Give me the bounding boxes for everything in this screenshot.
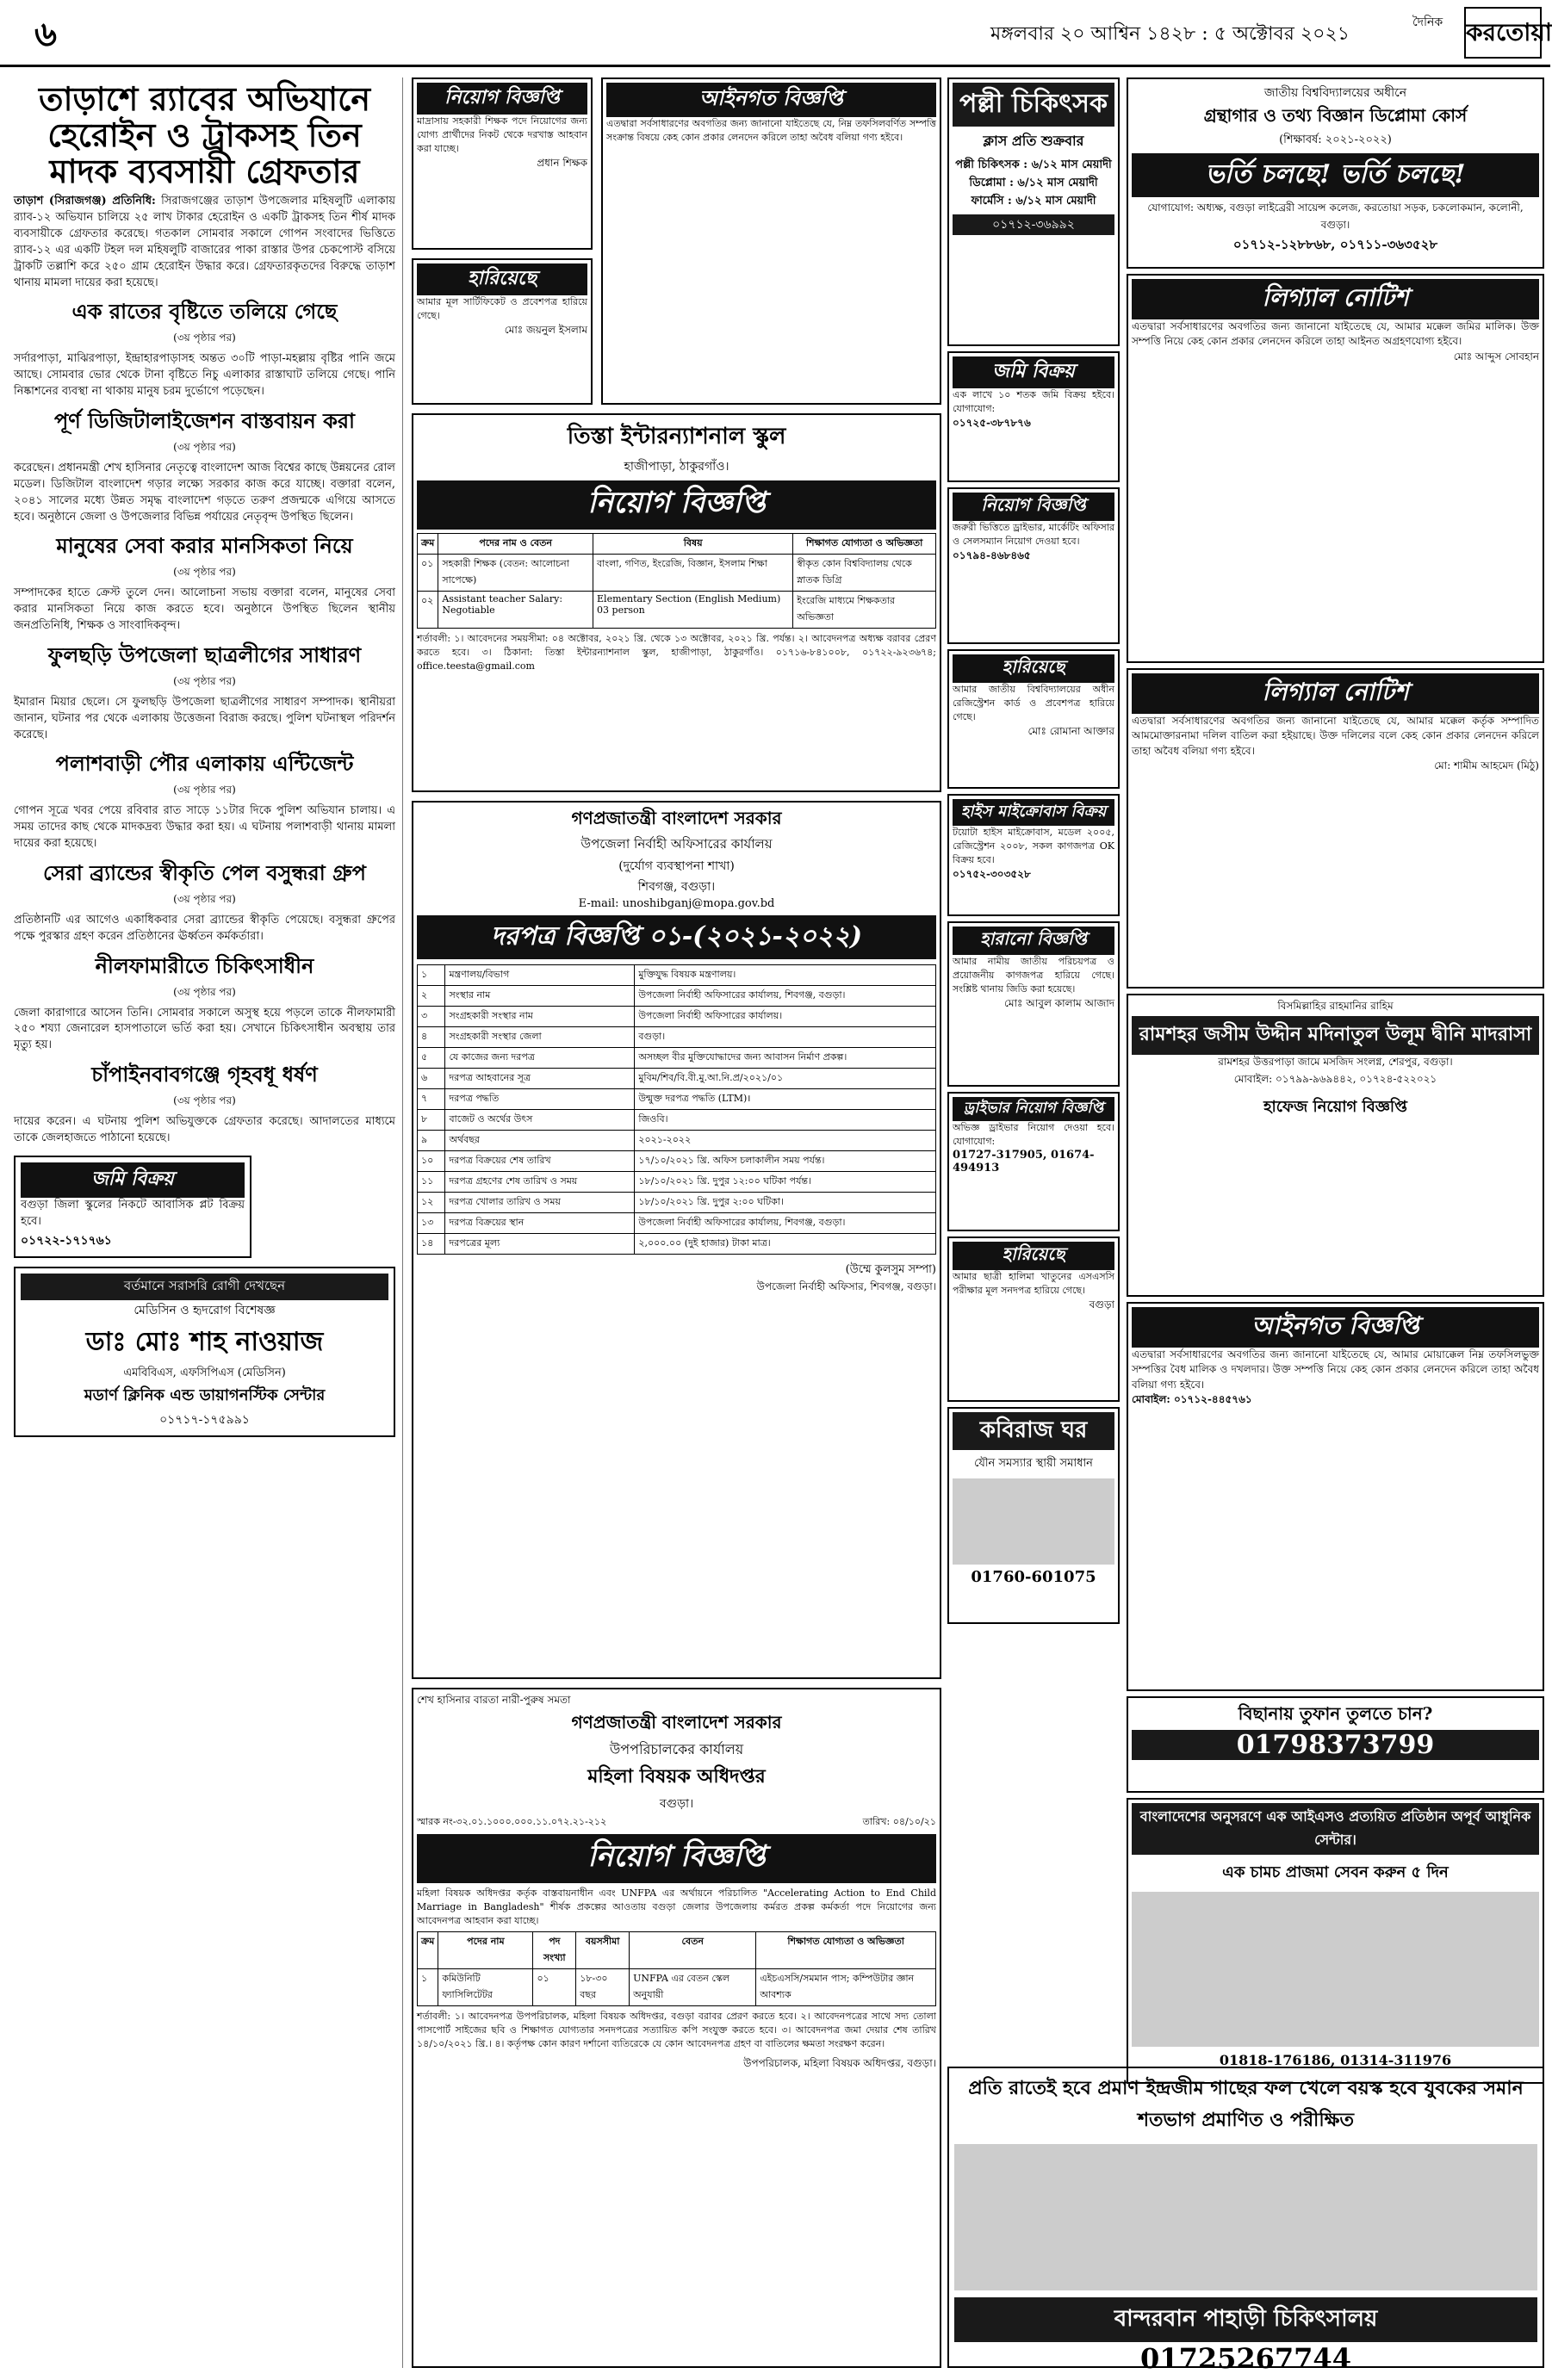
table-cell: অসচ্ছল বীর মুক্তিযোদ্ধাদের জন্য আবাসন নির্মাণ প্রকল্প। [635,1048,936,1069]
story-continued: (৩য় পৃষ্ঠার পর) [173,1094,236,1107]
gov2-banner: নিয়োগ বিজ্ঞপ্তি [417,1834,936,1883]
ad-driver [947,1092,1120,1231]
ad-sign: মোঃ আবুল কালাম আজাদ [1004,996,1114,1009]
doctor-top: বর্তমানে সরাসরি রোগী দেখছেন [21,1274,388,1300]
table-cell: মুক্তিযুদ্ধ বিষয়ক মন্ত্রণালয়। [635,965,936,986]
small-ads-column [947,77,1120,1800]
ad-title: হারিয়েছে [953,1242,1114,1270]
gov2-table [417,1931,936,2006]
table-cell: ৭ [418,1089,445,1110]
ad-title: কবিরাজ ঘর [953,1412,1114,1450]
ad-body: অভিজ্ঞ ড্রাইভার নিয়োগ দেওয়া হবে। যোগাযোগ: [953,1122,1114,1147]
table-header: ক্রম [418,1931,438,1968]
recruit-table [417,533,936,629]
doctor-phone: ০১৭১৭-১৭৫৯৯১ [159,1412,250,1427]
table-cell: উপজেলা নির্বাহী অফিসারের কার্যালয়, শিবগঞ্জ, বগুড়া। [635,986,936,1007]
table-cell: ৫ [418,1048,445,1069]
table-row [418,555,936,592]
gov2-notes: শর্তাবলী: ১। আবেদনপত্র উপপরিচালক, মহিলা বিষয়ক অধিদপ্তর, বগুড়া বরাবর প্রেরণ করতে হবে। ২। আবেদনপত্রের সাথে সদ্য তোলা পাসপোর্ট সাইজের ছবি ও শিক্ষাগত যোগ্যতার সনদপত্রের সত্যায়িত কপি সংযুক্ত করতে হবে। ৩। আবেদনপত্র জমা দেয়ার শেষ তারিখ ১৪/১০/২০২১ খ্রি.। ৪। কর্তৃপক্ষ কোন কারণ দর্শানো ব্যতিরেকে যে কোন আবেদনপত্র গ্রহণ বা বাতিলের ক্ষমতা সংরক্ষণ করেন। [417,2010,936,2049]
story-headline: নীলফামারীতে চিকিৎসাধীন [95,952,314,978]
school-address: হাজীপাড়া, ঠাকুরগাঁও। [624,460,729,474]
ad-line1: পল্লী চিকিৎসক : ৬/১২ মাস মেয়াদী [955,158,1112,171]
ad-sign: মোঃ জয়নুল ইসলাম [504,323,587,336]
ad-land-sale-2 [14,1156,251,1258]
story-headline: এক রাতের বৃষ্টিতে তলিয়ে গেছে [71,299,338,325]
madrasa-phone: মোবাইল: ০১৭৯৯-৯৬৯৪৪২, ০১৭২৪-৫২২০২১ [1233,1073,1437,1085]
ad-diploma [1127,77,1544,269]
table-cell: ৯ [418,1131,445,1151]
ad-title: আইনগত বিজ্ঞপ্তি [606,83,936,117]
table-cell: দরপত্র আহবানের সূত্র [445,1069,635,1089]
table-cell: ২০২১-২০২২ [635,1131,936,1151]
table-row [418,1027,936,1048]
story-continued: (৩য় পৃষ্ঠার পর) [173,332,236,344]
gov-place: শিবগঞ্জ, বগুড়া। [637,880,716,894]
story-headline: চাঁপাইনবাবগঞ্জে গৃহবধূ ধর্ষণ [91,1062,318,1088]
table-cell: ১ [418,965,445,986]
story [14,296,395,400]
recruit-banner: নিয়োগ বিজ্ঞপ্তি [417,480,936,530]
table-cell: মন্ত্রণালয়/বিভাগ [445,965,635,986]
story-body: দায়ের করেন। এ ঘটনায় পুলিশ অভিযুক্তকে গ্রেফতার করেছে। আদালতের মাধ্যমে তাকে জেলহাজতে পাঠানো হয়েছে। [14,1115,395,1145]
madrasa-title: রামশহর জসীম উদ্দীন মদিনাতুল উলূম দ্বীনি মাদরাসা [1132,1016,1539,1055]
ad-sign: বগুড়া [1089,1298,1114,1311]
ad-title: পল্লী চিকিৎসক [953,83,1114,127]
ad-teesta-school [412,413,941,792]
madrasa-addr: রামশহর উত্তরপাড়া জামে মসজিদ সংলগ্ন, শেরপুর, বগুড়া। [1218,1056,1453,1068]
ad-title: জমি বিক্রয় [21,1162,245,1198]
table-row [418,1234,936,1255]
ad-body: জরুরী ভিত্তিতে ড্রাইভার, মার্কেটিং অফিসার ও সেলসম্যান নিয়োগ দেওয়া হবে। [953,522,1114,547]
table-cell: বাংলা, গণিত, ইংরেজি, বিজ্ঞান, ইসলাম শিক্ষা [593,555,793,592]
table-header: বিষয় [593,534,793,555]
table-cell: দরপত্র গ্রহণের শেষ তারিখ ও সময় [445,1172,635,1193]
ad-legal-3 [1127,668,1544,989]
ad-doctor [14,1267,395,1437]
story-headline: পলাশবাড়ী পৌর এলাকায় এন্টিজেন্ট [55,751,354,777]
table-header: বয়সসীমা [576,1931,630,1968]
story-headline: পূর্ণ ডিজিটালাইজেশন বাস্তবায়ন করা [53,407,356,433]
table-header: পদের নাম [438,1931,533,1968]
ad-gov-tender [412,801,941,1679]
story-body: প্রতিষ্ঠানটি এর আগেও একাধিকবার সেরা ব্র্যান্ডের স্বীকৃতি পেয়েছে। বসুন্ধরা গ্রুপের পক্ষে পুরস্কার গ্রহণ করেন প্রতিষ্ঠানের ঊর্ধ্বতন কর্মকর্তারা। [14,913,395,943]
story-continued: (৩য় পৃষ্ঠার পর) [173,985,236,998]
table-cell: উন্মুক্ত দরপত্র পদ্ধতি (LTM)। [635,1089,936,1110]
story-continued: (৩য় পৃষ্ঠার পর) [173,674,236,687]
ad-title: নিয়োগ বিজ্ঞপ্তি [417,83,587,115]
table-header: শিক্ষাগত যোগ্যতা ও অভিজ্ঞতা [756,1931,936,1968]
story-body: সম্পাদকের হাতে ক্রেস্ট তুলে দেন। আলোচনা সভায় বক্তারা বলেন, মানুষের সেবা করার মানসিকতা নিয়ে কাজ করতে হবে। অনুষ্ঠানে উপস্থিত ছিলেন স্থানীয় জনপ্রতিনিধি, শিক্ষক ও সাংবাদিকবৃন্দ। [14,586,395,633]
table-cell: ১৪ [418,1234,445,1255]
product-image [1132,1892,1539,2047]
tender-sign-role: উপজেলা নির্বাহী অফিসার, শিবগঞ্জ, বগুড়া। [756,1280,936,1292]
table-row [418,1110,936,1131]
ad-sign: মো: শামীম আহমেদ (মিঠু) [1434,759,1539,772]
table-cell: ১৮-৩০ বছর [576,1968,630,2005]
table-cell: সংগ্রহকারী সংস্থার নাম [445,1007,635,1027]
ad-title: ড্রাইভার নিয়োগ বিজ্ঞপ্তি [953,1097,1114,1121]
diploma-session: (শিক্ষাবর্ষ: ২০২১-২০২২) [1279,133,1392,146]
ad-lost-1 [412,258,593,405]
table-row [418,1089,936,1110]
recruit-notes: শর্তাবলী: ১। আবেদনের সময়সীমা: ০৪ অক্টোবর, ২০২১ খ্রি. থেকে ১৩ অক্টোবর, ২০২১ খ্রি. পর্যন্ত। ২। আবেদনপত্র অধ্যক্ষ বরাবর প্রেরণ করতে হবে। ৩। ঠিকানা: তিস্তা ইন্টারন্যাশনাল স্কুল, হাজীপাড়া, ঠাকুরগাঁও। ০১৭১৬-৮৪১০০৮, ০১৭২২-৯২৩৬৭৪; office.teesta@gmail.com [417,633,936,672]
product-image [953,1478,1114,1565]
table-cell: বগুড়া। [635,1027,936,1048]
story [14,406,395,525]
gov2-place: বগুড়া। [659,1797,694,1811]
ad-body: টয়োটা হাইস মাইক্রোবাস, মডেল ২০০৫, রেজিস্ট্রেশন ২০০৮, সকল কাগজপত্র OK বিক্রয় হবে। [953,827,1114,865]
diploma-line1: জাতীয় বিশ্ববিদ্যালয়ের অধীনে [1263,86,1407,100]
ad-body: আমার জাতীয় বিশ্ববিদ্যালয়ের অধীন রেজিস্ট্রেশন কার্ড ও প্রবেশপত্র হারিয়ে গেছে। [953,684,1114,722]
story-continued: (৩য় পৃষ্ঠার পর) [173,566,236,579]
table-cell: দরপত্র খোলার তারিখ ও সময় [445,1193,635,1213]
ad-title: জমি বিক্রয় [953,356,1114,388]
story [14,748,395,852]
ad-legal-4 [1127,1302,1544,1691]
table-cell: ১৮/১০/২০২১ খ্রি. দুপুর ২:০০ ঘটিকা। [635,1193,936,1213]
story-headline: সেরা ব্র্যান্ডের স্বীকৃতি পেল বসুন্ধরা গ্রুপ [43,859,366,885]
table-cell: বাজেট ও অর্থের উৎস [445,1110,635,1131]
table-row [418,1131,936,1151]
table-cell: মুবিম/শিব/বি.বী.মু.আ.নি.প্র/২০২১/০১ [635,1069,936,1089]
table-cell: উপজেলা নির্বাহী অফিসারের কার্যালয়। [635,1007,936,1027]
ad-title: প্রতি রাতেই হবে প্রমাণ ইন্দ্রজীম গাছের ফল খেলে বয়স্ক হবে যুবকের সমান শতভাগ প্রমাণিত ও পরীক্ষিত [968,2077,1524,2131]
table-row [418,965,936,986]
gov-title: গণপ্রজাতন্ত্রী বাংলাদেশ সরকার [571,808,782,828]
news-column [7,77,403,2368]
madrasa-sub: হাফেজ নিয়োগ বিজ্ঞপ্তি [1263,1098,1407,1116]
ad-phone: 01725267744 [1140,2342,1351,2375]
lead-body: সিরাজগঞ্জের তাড়াশ উপজেলার মহিষলুটি এলাকায় র‍্যাব-১২ অভিযান চালিয়ে ২৫ লাখ টাকার হেরোইন ও একটি ট্রাকসহ তিন শীর্ষ মাদক ব্যবসায়ীকে গ্রেফতার করেছে। গতকাল সোমবার সকালে গোপন সংবাদের ভিত্তিতে র‍্যাব-১২ এর একটি টহল দল মহিষলুটি বাজারের পাকা রাস্তার উপর চেকপোস্ট বসিয়ে ট্রাকটি তল্লাশি করে ২৫০ গ্রাম হেরোইন উদ্ধার করে। গ্রেফতারকৃতদের বিরুদ্ধে তাড়াশ থানায় মামলা দায়ের করা হয়েছে। [14,195,395,289]
table-cell: জিওবি। [635,1110,936,1131]
ad-line3: ফার্মেসি : ৬/১২ মাস মেয়াদী [971,195,1096,208]
table-cell: ১৮/১০/২০২১ খ্রি. দুপুর ১২:০০ ঘটিকা পর্যন্ত। [635,1172,936,1193]
table-row [418,1193,936,1213]
table-cell: ৬ [418,1069,445,1089]
table-row [418,1151,936,1172]
ad-land-sale-1 [947,351,1120,482]
ad-title: লিগ্যাল নোটিশ [1132,279,1539,319]
ad-phone: মোবাইল: ০১৭১২-৪৪৫৭৬১ [1132,1393,1252,1406]
table-cell: ০১ [533,1968,576,2005]
ad-gov-women [412,1688,941,2368]
table-cell: ১২ [418,1193,445,1213]
table-row [418,1069,936,1089]
ad-body: মাদ্রাসায় সহকারী শিক্ষক পদে নিয়োগের জন্য যোগ্য প্রার্থীদের নিকট থেকে দরখাস্ত আহবান করা যাচ্ছে। [417,115,587,154]
story [14,1059,395,1147]
ad-title: লিগ্যাল নোটিশ [1132,673,1539,714]
tender-table [417,964,936,1255]
story [14,858,395,945]
table-cell: ০১ [418,555,438,592]
ad-phone: ০১৭১২-৩৬৯৯২ [953,214,1114,235]
table-cell: উপজেলা নির্বাহী অফিসারের কার্যালয়, শিবগঞ্জ, বগুড়া। [635,1213,936,1234]
ad-sub: এক চামচ প্রাজমা সেবন করুন ৫ দিন [1222,1863,1449,1881]
table-cell: ১০ [418,1151,445,1172]
table-row [418,986,936,1007]
story-body: করেছেন। প্রধানমন্ত্রী শেখ হাসিনার নেতৃত্বে বাংলাদেশ আজ বিশ্বের কাছে উন্নয়নের রোল মডেল। ডিজিটাল বাংলাদেশ গড়ার লক্ষ্যে সরকার কাজ করে যাচ্ছে। বক্তারা বলেন, ২০৪১ সালের মধ্যে উন্নত সমৃদ্ধ বাংলাদেশ গড়তে তরুণ প্রজন্মকে এগিয়ে আসতে হবে। অনুষ্ঠানে জেলা ও উপজেলার বিভিন্ন পর্যায়ের নেতৃবৃন্দ উপস্থিত ছিলেন। [14,461,395,524]
ad-sign: প্রধান শিক্ষক [537,156,587,169]
doctor-clinic: মডার্ণ ক্লিনিক এন্ড ডায়াগনস্টিক সেন্টার [84,1385,326,1404]
table-row [418,1172,936,1193]
table-cell: সংগ্রহকারী সংস্থার জেলা [445,1027,635,1048]
ad-body: বগুড়া জিলা স্কুলের নিকটে আবাসিক প্লট বিক্রয় হবে। [21,1198,245,1228]
table-header: শিক্ষাগত যোগ্যতা ও অভিজ্ঞতা [793,534,936,555]
table-cell: অর্থবছর [445,1131,635,1151]
ad-phone: ০১৭২২-১৭১৭৬১ [21,1233,112,1248]
story-continued: (৩য় পৃষ্ঠার পর) [173,784,236,796]
table-cell: ইংরেজি মাধ্যমে শিক্ষকতার অভিজ্ঞতা [793,592,936,629]
ad-line: যৌন সমস্যার স্থায়ী সমাধান [974,1457,1093,1470]
gov-email: E-mail: unoshibganj@mopa.gov.bd [578,897,775,910]
story-body: গোপন সূত্রে খবর পেয়ে রবিবার রাত সাড়ে ১১টার দিকে পুলিশ অভিযান চালায়। এ সময় তাদের কাছ থেকে মাদকদ্রব্য উদ্ধার করা হয়। এ ঘটনায় পলাশবাড়ী থানায় মামলা দায়ের করা হয়েছে। [14,804,395,851]
story [14,640,395,744]
table-row [418,592,936,629]
story [14,951,395,1055]
ad-phone: ০১৭৫২-৩০৩৫২৮ [953,867,1031,880]
ad-badge: ক্লাস প্রতি শুক্রবার [983,133,1084,149]
tender-sign: (উম্মে কুলসুম সম্পা) [845,1263,936,1276]
table-cell: ১৩ [418,1213,445,1234]
ad-body: আমার নামীয় জাতীয় পরিচয়পত্র ও প্রয়োজনীয় কাগজপত্র হারিয়ে গেছে। সংশ্লিষ্ট থানায় জিডি করা হয়েছে। [953,956,1114,995]
ad-lost-2 [947,649,1120,789]
ad-body: এতদ্বারা সর্বসাধারণের অবগতির জন্য জানানো যাইতেছে যে, আমার মক্কেল জমির মালিক। উক্ত সম্পত্তি নিয়ে কেহ কোন প্রকার লেনদেন করিলে তাহা আইনত অগ্রহণযোগ্য হইবে। [1132,320,1539,348]
middle-column [412,77,941,2368]
table-cell: ২,০০০.০০ (দুই হাজার) টাকা মাত্র। [635,1234,936,1255]
ad-line2: ডিপ্লোমা : ৬/১২ মাস মেয়াদী [969,177,1098,189]
ad-phone: 01727-317905, 01674-494913 [953,1148,1095,1175]
gov2-date: তারিখ: ০৪/১০/২১ [862,1816,936,1827]
date-line: মঙ্গলবার ২০ আশ্বিন ১৪২৮ : ৫ অক্টোবর ২০২১ [990,23,1350,45]
diploma-contact: যোগাযোগ: অধ্যক্ষ, বগুড়া লাইব্রেরী সায়েন্স কলেজ, করতোয়া সড়ক, চকলোকমান, কলোনী, বগুড়া। [1147,201,1524,231]
ad-title: আইনগত বিজ্ঞপ্তি [1132,1307,1539,1348]
gov2-title: গণপ্রজাতন্ত্রী বাংলাদেশ সরকার [571,1712,782,1732]
table-cell: ৪ [418,1027,445,1048]
table-header: ক্রম [418,534,438,555]
gov2-sign: উপপরিচালক, মহিলা বিষয়ক অধিদপ্তর, বগুড়া। [743,2056,936,2069]
table-cell: ৩ [418,1007,445,1027]
story-headline: মানুষের সেবা করার মানসিকতা নিয়ে [56,533,353,559]
tender-banner: দরপত্র বিজ্ঞপ্তি ০১-(২০২১-২০২২) [417,915,936,959]
doctor-degree: এমবিবিএস, এফসিপিএস (মেডিসিন) [123,1366,286,1379]
gov2-ref: স্মারক নং-৩২.০১.১০০০.০০০.১১.০৭২.২১-২১২ [417,1816,607,1827]
table-row [418,1968,936,2005]
story [14,530,395,635]
table-header: বেতন [630,1931,756,1968]
table-cell: দরপত্র বিক্রয়ের শেষ তারিখ [445,1151,635,1172]
table-cell: সহকারী শিক্ষক (বেতন: আলোচনা সাপেক্ষে) [438,555,593,592]
lead-headline: তাড়াশে র‍্যাবের অভিযানে হেরোইন ও ট্রাকসহ তিন মাদক ব্যবসায়ী গ্রেফতার [38,79,371,190]
table-header: পদ সংখ্যা [533,1931,576,1968]
ad-body: এতদ্বারা সর্বসাধারণের অবগতির জন্য জানানো যাইতেছে যে, আমার মোয়াক্কেল নিম্ন তফসিলভুক্ত সম্পত্তির বৈধ মালিক ও দখলদার। উক্ত সম্পত্তি নিয়ে কেহ কোন প্রকার লেনদেন করিলে তাহা অবৈধ বলিয়া গণ্য হইবে। [1132,1348,1539,1391]
ad-body: আমার ছাত্রী হালিমা খাতুনের এসএসসি পরীক্ষার মূল সনদপত্র হারিয়ে গেছে। [953,1271,1114,1296]
ad-palli-chikitsok [947,77,1120,346]
gov-sub2: (দুর্যোগ ব্যবস্থাপনা শাখা) [618,859,735,873]
table-cell: দরপত্র পদ্ধতি [445,1089,635,1110]
doctor-spec: মেডিসিন ও হৃদরোগ বিশেষজ্ঞ [133,1303,276,1317]
story-body: সর্দারপাড়া, মাঝিরপাড়া, ইন্দ্রাহারপাড়াসহ অন্তত ৩০টি পাড়া-মহল্লায় বৃষ্টির পানি জমে আছে। সোমবার ভোর থেকে টানা বৃষ্টিতে নিচু এলাকার রাস্তাঘাট তলিয়ে গেছে। পানি নিষ্কাশনের ব্যবস্থা না থাকায় মানুষ চরম দুর্ভোগে পড়েছেন। [14,352,395,399]
school-name: তিস্তা ইন্টারন্যাশনাল স্কুল [567,424,786,449]
table-cell: ২ [418,986,445,1007]
ad-herbal-1 [1127,1696,1544,1793]
gov2-intro: মহিলা বিষয়ক অধিদপ্তর কর্তৃক বাস্তবায়নাধীন এবং UNFPA এর অর্থায়নে পরিচালিত "Accelerating Action to End Child Marriage in Bangladesh" শীর্ষক প্রকল্পের আওতায় বগুড়া জেলার উপজেলায় কর্মরত প্রকল্প কর্মকর্তা পদে নিয়োগের জন্য আবেদনপত্র আহবান করা যাচ্ছে। [417,1887,936,1926]
table-cell: দরপত্র বিক্রয়ের স্থান [445,1213,635,1234]
table-cell: ১ [418,1968,438,2005]
ad-lost-3 [947,1236,1120,1402]
ad-recruitment-1 [412,77,593,250]
gov-sub: উপজেলা নির্বাহী অফিসারের কার্যালয় [580,836,773,852]
ad-title: বাংলাদেশের অনুসরণে এক আইএসও প্রত্যয়িত প্রতিষ্ঠান অপূর্ব আধুনিক সেন্টার। [1132,1803,1539,1855]
doctor-name: ডাঃ মোঃ শাহ নাওয়াজ [85,1326,324,1357]
right-column [1127,77,1544,2368]
table-cell: কমিউনিটি ফ্যাসিলিটেটর [438,1968,533,2005]
table-cell: Elementary Section (English Medium) 03 person [593,592,793,629]
product-image [954,2144,1537,2290]
ad-phone: 01798373799 [1132,1730,1539,1760]
ad-body: আমার মূল সার্টিফিকেট ও প্রবেশপত্র হারিয়ে গেছে। [417,296,587,321]
story-body: জেলা কারাগারে আসেন তিনি। সোমবার সকালে অসুস্থ হয়ে পড়লে তাকে নীলফামারী ২৫০ শয্যা জেনারেল হাসপাতালে ভর্তি করা হয়। সেখানে চিকিৎসাধীন অবস্থায় তার মৃত্যু হয়। [14,1006,395,1052]
ad-phone: 01818-176186, 01314-311976 [1219,2052,1452,2068]
ad-phone: 01760-601075 [971,1568,1096,1586]
ad-phone: ০১৭২৫-৩৮৭৮৭৬ [953,416,1031,429]
ad-title: হারানো বিজ্ঞপ্তি [953,927,1114,955]
lead-dateline: তাড়াশ (সিরাজগঞ্জ) প্রতিনিধি: [14,195,156,208]
table-cell: স্বীকৃত কোন বিশ্ববিদ্যালয় থেকে স্নাতক ডিগ্রি [793,555,936,592]
ad-microbus [947,794,1120,916]
stories-list [14,296,395,1146]
story-headline: ফুলছড়ি উপজেলা ছাত্রলীগের সাধারণ [47,641,362,667]
table-cell: যে কাজের জন্য দরপত্র [445,1048,635,1069]
ad-recruitment-2 [947,487,1120,644]
table-header: পদের নাম ও বেতন [438,534,593,555]
page-header [0,0,1550,67]
table-cell: Assistant teacher Salary: Negotiable [438,592,593,629]
ad-title: হারিয়েছে [417,263,587,295]
gov2-sub2: মহিলা বিষয়ক অধিদপ্তর [587,1765,766,1788]
ad-legal-2 [1127,274,1544,663]
diploma-banner: ভর্তি চলছে! ভর্তি চলছে! [1132,153,1539,197]
story-continued: (৩য় পৃষ্ঠার পর) [173,892,236,905]
ad-herbal-3 [947,2067,1544,2375]
table-cell: ১৭/১০/২০২১ খ্রি. অফিস চলাকালীন সময় পর্যন্ত। [635,1151,936,1172]
gov2-sub: উপপরিচালকের কার্যালয় [609,1741,744,1757]
ad-title: বিছানায় তুফান তুলতে চান? [1238,1703,1433,1724]
table-row [418,1213,936,1234]
ad-lost-notice [947,921,1120,1087]
gov2-top: শেখ হাসিনার বারতা নারী-পুরুষ সমতা [417,1694,571,1706]
ad-herbal-2 [1127,1798,1544,2084]
table-row [418,1048,936,1069]
madrasa-line1: বিসমিল্লাহির রাহমানির রাহিম [1277,1000,1394,1012]
diploma-title: গ্রন্থাগার ও তথ্য বিজ্ঞান ডিপ্লোমা কোর্স [1203,105,1468,126]
story-body: ইমারান মিয়ার ছেলে। সে ফুলছড়ি উপজেলা ছাত্রলীগের সাধারণ সম্পাদক। স্থানীয়রা জানান, ঘটনার পর থেকে এলাকায় উত্তেজনা বিরাজ করছে। পুলিশ ঘটনাস্থল পরিদর্শন করেছে। [14,695,395,741]
ad-name: বান্দরবান পাহাড়ী চিকিৎসালয় [954,2297,1537,2342]
page-number: ৬ [34,14,58,54]
ad-title: হারিয়েছে [953,654,1114,683]
ad-madrasa [1127,994,1544,1297]
ad-legal-1 [601,77,941,405]
table-cell: এইচএসসি/সমমান পাস; কম্পিউটার জ্ঞান আবশ্যক [756,1968,936,2005]
ad-title: নিয়োগ বিজ্ঞপ্তি [953,493,1114,521]
table-cell: সংস্থার নাম [445,986,635,1007]
table-cell: ১১ [418,1172,445,1193]
ad-body: এক লাখে ১০ শতক জমি বিক্রয় হইবে। যোগাযোগ: [953,389,1114,414]
table-cell: UNFPA এর বেতন স্কেল অনুযায়ী [630,1968,756,2005]
diploma-phone: ০১৭১২-১২৮৮৬৮, ০১৭১১-৩৬৩৫২৮ [1232,237,1438,252]
ad-phone: ০১৭৯৪-৪৬৮৪৬৫ [953,549,1031,561]
ad-kobiraj [947,1407,1120,1624]
table-cell: ০২ [418,592,438,629]
masthead-logo: করতোয়া [1464,7,1542,59]
ad-body: এতদ্বারা সর্বসাধারণের অবগতির জন্য জানানো যাইতেছে যে, নিম্ন তফসিলবর্ণিত সম্পত্তি সংক্রান্ত বিষয়ে কেহ কোন প্রকার লেনদেন করিলে তাহা অবৈধ বলিয়া গণ্য হইবে। [606,118,936,143]
ad-sign: মোঃ আব্দুস সোবহান [1453,350,1539,363]
ad-sign: মোঃ রোমানা আক্তার [1027,724,1114,737]
ad-title: হাইস মাইক্রোবাস বিক্রয় [953,799,1114,826]
masthead-small: দৈনিক [1412,15,1443,29]
table-cell: ৮ [418,1110,445,1131]
story-continued: (৩য় পৃষ্ঠার পর) [173,440,236,453]
ad-body: এতদ্বারা সর্বসাধারণের অবগতির জন্য জানানো যাইতেছে যে, আমার মক্কেল কর্তৃক সম্পাদিত আমমোক্তারনামা দলিল বাতিল করা হইয়াছে। উক্ত দলিলের বলে কেহ কোন প্রকার লেনদেন করিলে তাহা অবৈধ বলিয়া গণ্য হইবে। [1132,715,1539,757]
table-cell: দরপত্রের মূল্য [445,1234,635,1255]
table-row [418,1007,936,1027]
